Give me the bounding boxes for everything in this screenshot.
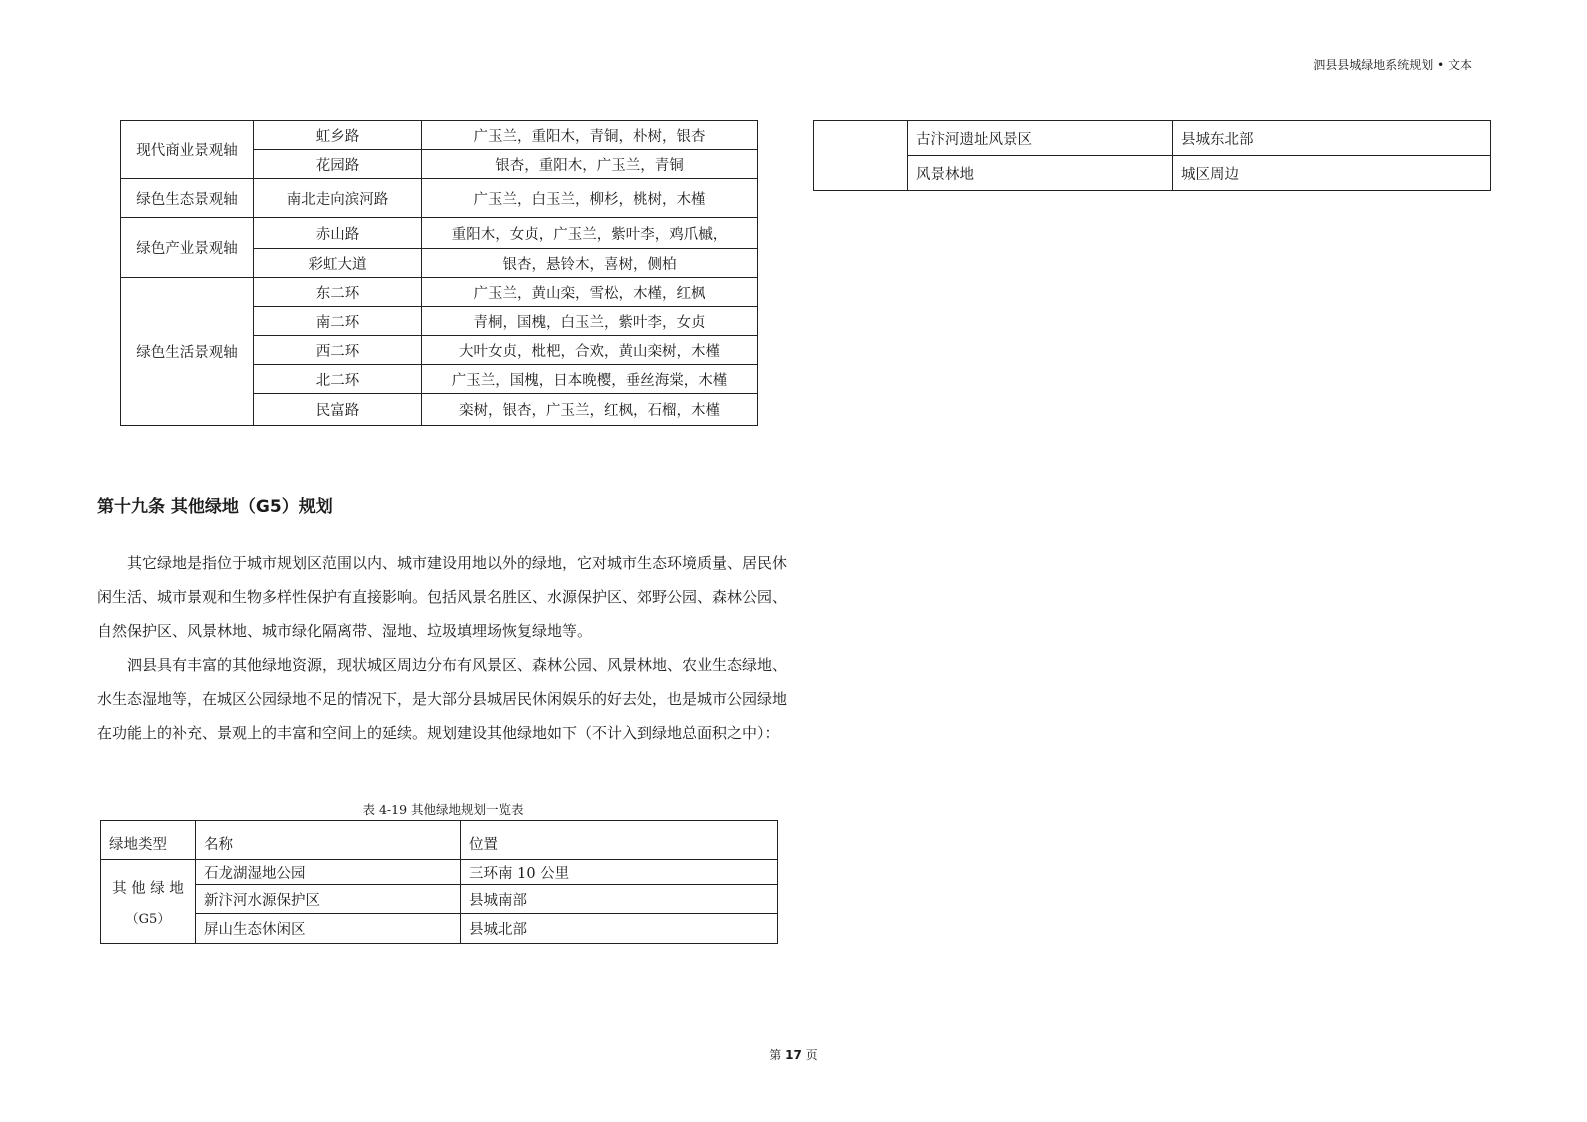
road-name-cell: 南二环 bbox=[254, 307, 422, 336]
greenland-location-cell: 县城东北部 bbox=[1173, 121, 1491, 156]
table-row bbox=[121, 218, 758, 249]
road-name-cell: 北二环 bbox=[254, 365, 422, 394]
page-prefix: 第 bbox=[769, 1048, 782, 1062]
greenland-name-cell: 屏山生态休闲区 bbox=[196, 914, 461, 944]
tree-species-cell: 广玉兰，黄山栾，雪松，木槿，红枫 bbox=[422, 278, 758, 307]
header-name-cell: 名称 bbox=[196, 821, 461, 860]
road-name-cell: 赤山路 bbox=[254, 218, 422, 249]
table-caption: 表 4-19 其他绿地规划一览表 bbox=[362, 802, 524, 817]
axis-category-cell: 绿色生态景观轴 bbox=[121, 179, 254, 218]
empty-type-cell bbox=[814, 121, 908, 191]
tree-species-cell: 大叶女贞，枇杷，合欢，黄山栾树，木槿 bbox=[422, 336, 758, 365]
road-name-cell: 东二环 bbox=[254, 278, 422, 307]
road-name-cell: 南北走向滨河路 bbox=[254, 179, 422, 218]
tree-species-cell: 重阳木，女贞，广玉兰，紫叶李，鸡爪槭， bbox=[422, 218, 758, 249]
table-row bbox=[121, 179, 758, 218]
greenland-name-cell: 风景林地 bbox=[908, 156, 1173, 191]
section-body bbox=[97, 546, 787, 750]
other-greenland-continuation-table bbox=[813, 120, 1491, 191]
paragraph: 泗县具有丰富的其他绿地资源，现状城区周边分布有风景区、森林公园、风景林地、农业生态绿地、水生态湿地等，在城区公园绿地不足的情况下，是大部分县城居民休闲娱乐的好去处，也是城市公园绿地在功能上的补充、景观上的丰富和空间上的延续。规划建设其他绿地如下（不计入到绿地总面积之中）： bbox=[97, 656, 788, 742]
axis-category-cell: 绿色生活景观轴 bbox=[121, 278, 254, 426]
tree-species-cell: 广玉兰，国槐，日本晚樱，垂丝海棠，木槿 bbox=[422, 365, 758, 394]
road-name-cell: 彩虹大道 bbox=[254, 249, 422, 278]
table-row bbox=[121, 278, 758, 307]
table-row bbox=[101, 860, 778, 885]
greenland-name-cell: 新汴河水源保护区 bbox=[196, 885, 461, 914]
tree-species-cell: 银杏，重阳木，广玉兰，青铜 bbox=[422, 150, 758, 179]
axis-category-cell: 现代商业景观轴 bbox=[121, 121, 254, 179]
page-suffix: 页 bbox=[805, 1048, 818, 1062]
greenland-name-cell: 石龙湖湿地公园 bbox=[196, 860, 461, 885]
paragraph: 其它绿地是指位于城市规划区范围以内、城市建设用地以外的绿地，它对城市生态环境质量、居民休闲生活、城市景观和生物多样性保护有直接影响。包括风景名胜区、水源保护区、郊野公园、森林公园、自然保护区、风景林地、城市绿化隔离带、湿地、垃圾填埋场恢复绿地等。 bbox=[97, 554, 788, 640]
header-type-cell: 绿地类型 bbox=[101, 821, 196, 860]
document-header-title: 泗县县城绿地系统规划 • 文本 bbox=[1313, 58, 1472, 72]
greenland-location-cell: 县城北部 bbox=[461, 914, 778, 944]
road-name-cell: 花园路 bbox=[254, 150, 422, 179]
table-row bbox=[814, 156, 1491, 191]
section-heading: 第十九条 其他绿地（G5）规划 bbox=[97, 497, 333, 517]
tree-species-cell: 广玉兰，白玉兰，柳杉，桃树，木槿 bbox=[422, 179, 758, 218]
tree-species-cell: 广玉兰，重阳木，青铜，朴树，银杏 bbox=[422, 121, 758, 150]
page-number: 17 bbox=[785, 1048, 802, 1062]
greenland-location-cell: 县城南部 bbox=[461, 885, 778, 914]
header-location-cell: 位置 bbox=[461, 821, 778, 860]
greenland-location-cell: 三环南 10 公里 bbox=[461, 860, 778, 885]
road-name-cell: 虹乡路 bbox=[254, 121, 422, 150]
table-row bbox=[814, 121, 1491, 156]
axis-category-cell: 绿色产业景观轴 bbox=[121, 218, 254, 278]
landscape-axis-tree-table bbox=[120, 120, 758, 426]
greenland-type-label: 其 他 绿 地 bbox=[112, 880, 184, 897]
table-header-row bbox=[101, 821, 778, 860]
road-name-cell: 民富路 bbox=[254, 394, 422, 426]
road-name-cell: 西二环 bbox=[254, 336, 422, 365]
table-row bbox=[121, 121, 758, 150]
greenland-name-cell: 古汴河遗址风景区 bbox=[908, 121, 1173, 156]
table-row bbox=[101, 885, 778, 914]
greenland-type-code: （G5） bbox=[125, 911, 171, 927]
tree-species-cell: 青桐，国槐，白玉兰，紫叶李，女贞 bbox=[422, 307, 758, 336]
tree-species-cell: 栾树，银杏，广玉兰，红枫，石榴，木槿 bbox=[422, 394, 758, 426]
greenland-location-cell: 城区周边 bbox=[1173, 156, 1491, 191]
table-row bbox=[101, 914, 778, 944]
other-greenland-table bbox=[100, 820, 778, 944]
page-footer bbox=[0, 1046, 1587, 1063]
greenland-type-cell bbox=[101, 860, 196, 944]
tree-species-cell: 银杏，悬铃木，喜树，侧柏 bbox=[422, 249, 758, 278]
